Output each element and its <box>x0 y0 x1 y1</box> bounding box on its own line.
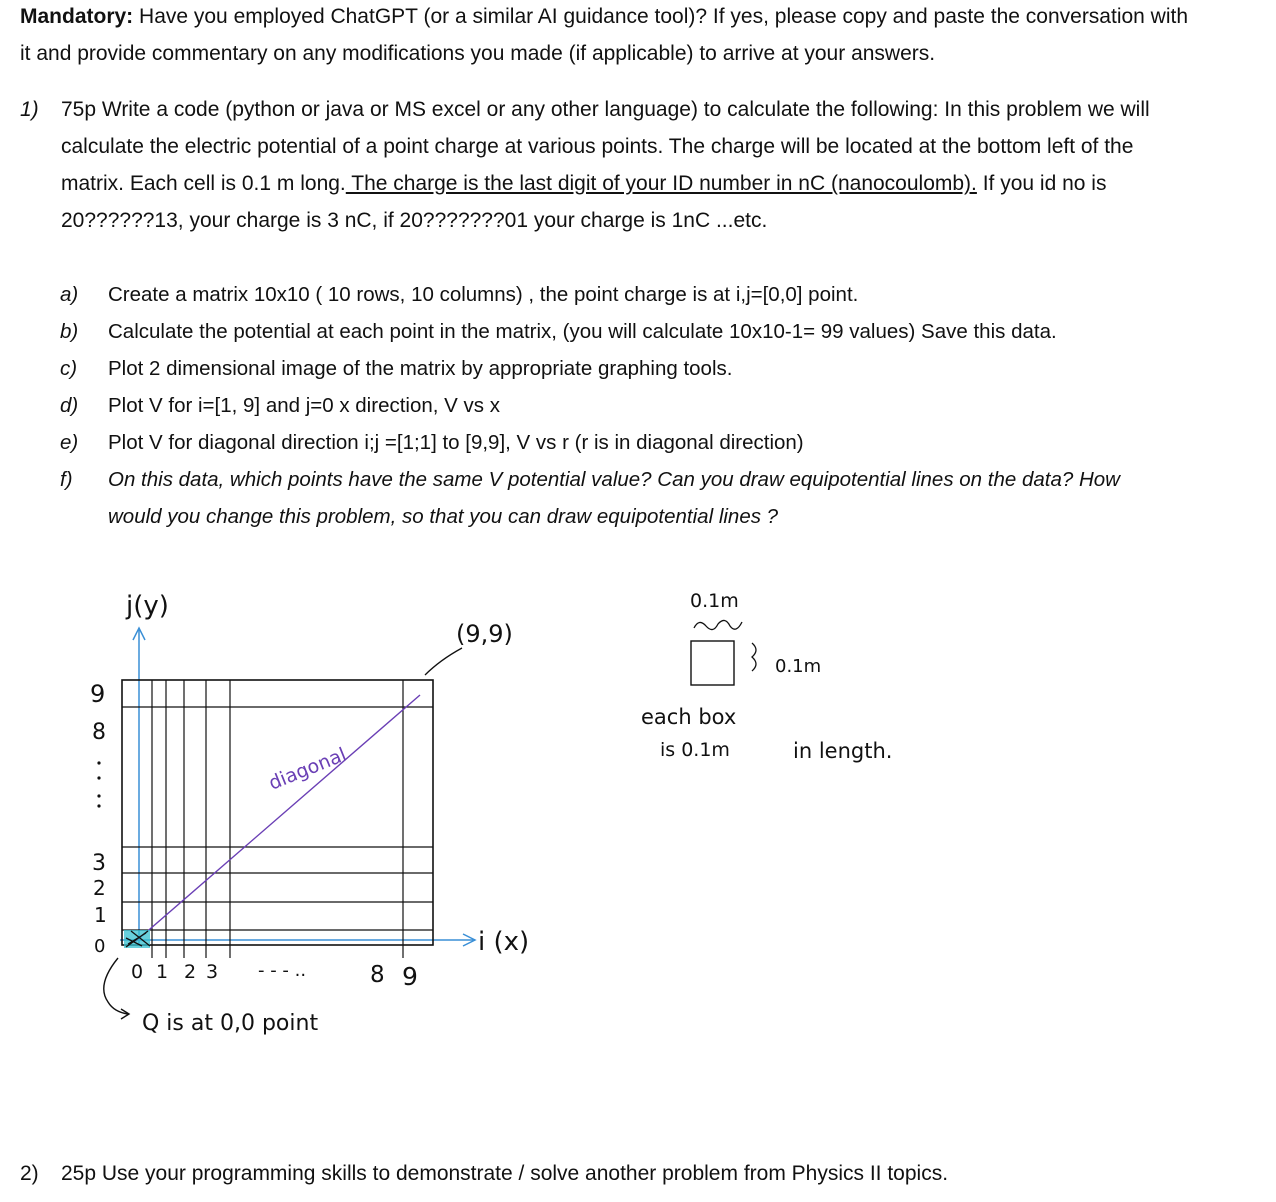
corner-label: (9,9) <box>456 620 513 648</box>
item-a-text: Create a matrix 10x10 ( 10 rows, 10 columns) , the point charge is at i,j=[0,0] point. <box>108 283 859 306</box>
x-axis-label: i (x) <box>478 927 530 957</box>
charge-arrow <box>104 958 128 1014</box>
item-b-text: Calculate the potential at each point in the matrix, (you will calculate 10x10-1= 99 values) Save this data. <box>108 320 1057 343</box>
q1-line3-b: If you id no is <box>976 172 1107 195</box>
x-tick-0: 0 <box>131 961 144 983</box>
question-1-line-3 <box>61 171 1106 197</box>
item-f-text: On this data, which points have the same V potential value? Can you draw equipotential lines on the data? How <box>108 468 1120 491</box>
x-tick-8: 8 <box>370 962 385 988</box>
y-tick-9: 9 <box>90 680 106 708</box>
grid-sketch <box>0 560 1276 1060</box>
y-tick-3: 3 <box>92 851 106 876</box>
charge-note: Q is at 0,0 point <box>142 1011 319 1036</box>
box-note-line-1: each box <box>641 705 737 729</box>
item-a-label: a) <box>60 283 79 306</box>
x-tick-9: 9 <box>402 962 418 991</box>
diagonal-label: diagonal <box>265 743 350 795</box>
x-tick-dots: - - - .. <box>258 960 307 981</box>
question-1-number: 1) <box>20 98 39 121</box>
item-d-text: Plot V for i=[1, 9] and j=0 x direction, V vs x <box>108 394 500 417</box>
item-e-text: Plot V for diagonal direction i;j =[1;1] to [9,9], V vs r (r is in diagonal direction) <box>108 431 804 454</box>
y-tick-0: 0 <box>94 936 106 957</box>
question-2-text: 25p Use your programming skills to demonstrate / solve another problem from Physics II topics. <box>61 1162 949 1185</box>
y-tick-1: 1 <box>94 903 107 927</box>
diagonal-line <box>135 695 420 942</box>
y-tick-2: 2 <box>93 876 106 900</box>
x-tick-3: 3 <box>206 961 219 983</box>
mandatory-label: Mandatory: <box>20 5 134 28</box>
question-1-line-2: calculate the electric potential of a point charge at various points. The charge will be located at the bottom left of the <box>61 135 1134 158</box>
q1-line3-underlined: The charge is the last digit of your ID number in nC (nanocoulomb). <box>345 172 977 195</box>
x-tick-1: 1 <box>156 961 169 983</box>
cell-size-brace-side <box>752 643 756 671</box>
question-2-number: 2) <box>20 1162 39 1185</box>
mandatory-line-1 <box>20 4 1188 30</box>
cell-size-top: 0.1m <box>690 590 739 612</box>
question-1-line-4: 20??????13, your charge is 3 nC, if 20???????01 your charge is 1nC ...etc. <box>61 209 768 232</box>
grid-outline <box>122 680 433 945</box>
item-d-label: d) <box>60 394 79 417</box>
y-tick-8: 8 <box>92 720 106 745</box>
box-note-line-2: is 0.1m <box>660 739 730 761</box>
box-note-line-3: in length. <box>793 739 893 763</box>
item-c-label: c) <box>60 357 78 380</box>
y-axis-label: j(y) <box>126 591 169 621</box>
question-1-line-1: 75p Write a code (python or java or MS excel or any other language) to calculate the following: In this problem we will <box>61 98 1150 121</box>
mandatory-line-2 <box>20 41 935 67</box>
mandatory-text-2: it and provide commentary on any modifications you made (if applicable) to arrive at your answers. <box>20 42 936 65</box>
item-f-label: f) <box>60 468 73 491</box>
item-c-text: Plot 2 dimensional image of the matrix by appropriate graphing tools. <box>108 357 733 380</box>
y-tick-dots <box>97 761 100 807</box>
corner-pointer <box>425 648 462 675</box>
item-b-label: b) <box>60 320 79 343</box>
cell-box <box>691 641 734 685</box>
item-f2-text: would you change this problem, so that you can draw equipotential lines ? <box>108 505 779 528</box>
x-tick-2: 2 <box>184 961 197 983</box>
cell-size-brace-top <box>694 620 742 629</box>
cell-size-side: 0.1m <box>775 656 822 677</box>
q1-line3-a: matrix. Each cell is 0.1 m long. <box>61 172 346 195</box>
item-e-label: e) <box>60 431 79 454</box>
mandatory-text-1: Have you employed ChatGPT (or a similar AI guidance tool)? If yes, please copy and paste the conversation with <box>133 5 1189 28</box>
